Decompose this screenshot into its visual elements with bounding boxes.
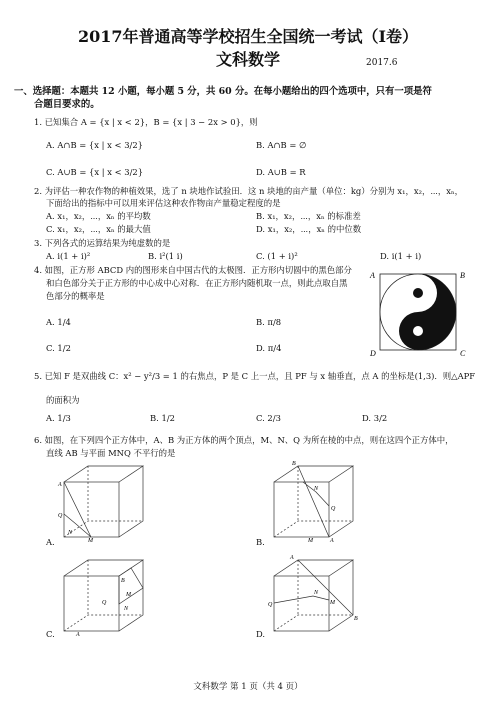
cube-c-label-n: N xyxy=(124,606,129,612)
page-title: 2017年普通高等学校招生全国统一考试（I卷） xyxy=(77,27,419,46)
q3-option-b: B. i²(1 i) xyxy=(148,251,183,261)
q2-stem-line1: 2. 为评估一种农作物的种植效果，选了 n 块地作试验田．这 n 块地的亩产量（单位：kg）分别为 x₁，x₂，⋯，xₙ， xyxy=(34,186,463,196)
cube-figure-d xyxy=(268,556,368,636)
cube-d-label-n: N xyxy=(314,590,319,596)
q5-option-a: A. 1/3 xyxy=(46,413,71,423)
q3-option-c: C. (1 + i)² xyxy=(256,251,298,261)
q2-option-a: A. x₁，x₂，⋯，xₙ 的平均数 xyxy=(46,211,151,221)
taiji-label-d: D xyxy=(370,349,376,358)
cube-b-label-n: N xyxy=(314,486,319,492)
cube-figure-a xyxy=(58,462,158,542)
section-heading: 一、选择题：本题共 12 小题，每小题 5 分，共 60 分。在每小题给出的四个选项中，只有一项是符 xyxy=(14,86,432,97)
cube-b-label-m: M xyxy=(308,538,313,544)
taiji-figure xyxy=(368,266,488,356)
cube-d-label-a: A xyxy=(290,555,294,561)
q4-option-b: B. π/8 xyxy=(256,317,282,327)
q4-option-a: A. 1/4 xyxy=(46,317,71,327)
cube-c-label-b: B xyxy=(121,578,125,584)
q1-option-a: A. A∩B = {x | x < 3/2} xyxy=(46,140,144,150)
q4-stem-line1: 4. 如图，正方形 ABCD 内的图形来自中国古代的太极图．正方形内切圆中的黑色部分 xyxy=(34,265,352,275)
q5-stem-line2: 的面积为 xyxy=(46,395,80,405)
cube-d-label-q: Q xyxy=(268,602,273,608)
cube-d-label-b: B xyxy=(354,616,358,622)
section-heading-cont: 合题目要求的。 xyxy=(34,99,100,110)
q5-option-d: D. 3/2 xyxy=(362,413,388,423)
cube-figure-c xyxy=(58,556,158,636)
q2-option-d: D. x₁，x₂，⋯，xₙ 的中位数 xyxy=(256,224,362,234)
q5-stem: 5. 已知 F 是双曲线 C：x² − y²/3 = 1 的右焦点，P 是 C 上一点，且 PF 与 x 轴垂直，点 A 的坐标是(1,3)．则△APF xyxy=(34,371,476,381)
q6-stem-line2: 直线 AB 与平面 MNQ 不平行的是 xyxy=(46,448,176,458)
cube-c-label-q: Q xyxy=(102,600,107,606)
q6-option-a: A. xyxy=(46,537,55,547)
cube-a-label-m: M xyxy=(88,538,93,544)
q3-option-a: A. i(1 + i)² xyxy=(46,251,91,261)
q4-option-c: C. 1/2 xyxy=(46,343,71,353)
cube-a-label-a: A xyxy=(58,482,62,488)
cube-a-label-q: Q xyxy=(58,513,63,519)
q1-option-d: D. A∪B = R xyxy=(256,167,306,177)
cube-d-label-m: M xyxy=(330,600,335,606)
q2-option-b: B. x₁，x₂，⋯，xₙ 的标准差 xyxy=(256,211,361,221)
taiji-black-dot xyxy=(413,288,423,298)
taiji-label-c: C xyxy=(460,349,466,358)
q6-option-b: B. xyxy=(256,537,265,547)
q4-stem-line3: 色部分的概率是 xyxy=(46,291,105,301)
cube-figure-b xyxy=(268,462,368,542)
q1-option-b: B. A∩B = ∅ xyxy=(256,140,307,150)
cube-c-label-m: M xyxy=(126,592,131,598)
cube-b-label-a: A xyxy=(330,538,334,544)
page-footer: 文科数学 第 1 页（共 4 页） xyxy=(193,682,303,692)
q3-stem: 3. 下列各式的运算结果为纯虚数的是 xyxy=(34,238,171,248)
q6-stem-line1: 6. 如图，在下列四个正方体中，A、B 为正方体的两个顶点，M、N、Q 为所在棱的中点，则在这四个正方体中， xyxy=(34,435,454,445)
q2-stem-line2: 下面给出的指标中可以用来评估这种农作物亩产量稳定程度的是 xyxy=(46,198,281,208)
q5-option-b: B. 1/2 xyxy=(150,413,175,423)
q6-option-c: C. xyxy=(46,629,55,639)
exam-date: 2017.6 xyxy=(366,58,398,68)
cube-b-label-q: Q xyxy=(331,506,336,512)
q4-stem-line2: 和白色部分关于正方形的中心成中心对称．在正方形内随机取一点，则此点取自黑 xyxy=(46,278,348,288)
q2-option-c: C. x₁，x₂，⋯，xₙ 的最大值 xyxy=(46,224,151,234)
taiji-label-b: B xyxy=(460,271,465,280)
q1-stem: 1. 已知集合 A = {x | x < 2}，B = {x | 3 − 2x > 0}，则 xyxy=(34,117,258,127)
cube-b-label-b: B xyxy=(292,461,296,467)
taiji-label-a: A xyxy=(370,271,375,280)
taiji-white-dot xyxy=(413,326,423,336)
q4-option-d: D. π/4 xyxy=(256,343,282,353)
q3-option-d: D. i(1 + i) xyxy=(380,251,422,261)
q1-option-c: C. A∪B = {x | x < 3/2} xyxy=(46,167,144,177)
q5-option-c: C. 2/3 xyxy=(256,413,281,423)
cube-c-label-a: A xyxy=(76,632,80,638)
page-subtitle: 文科数学 xyxy=(215,50,280,69)
q6-option-d: D. xyxy=(256,629,266,639)
cube-a-label-n: N xyxy=(68,530,73,536)
